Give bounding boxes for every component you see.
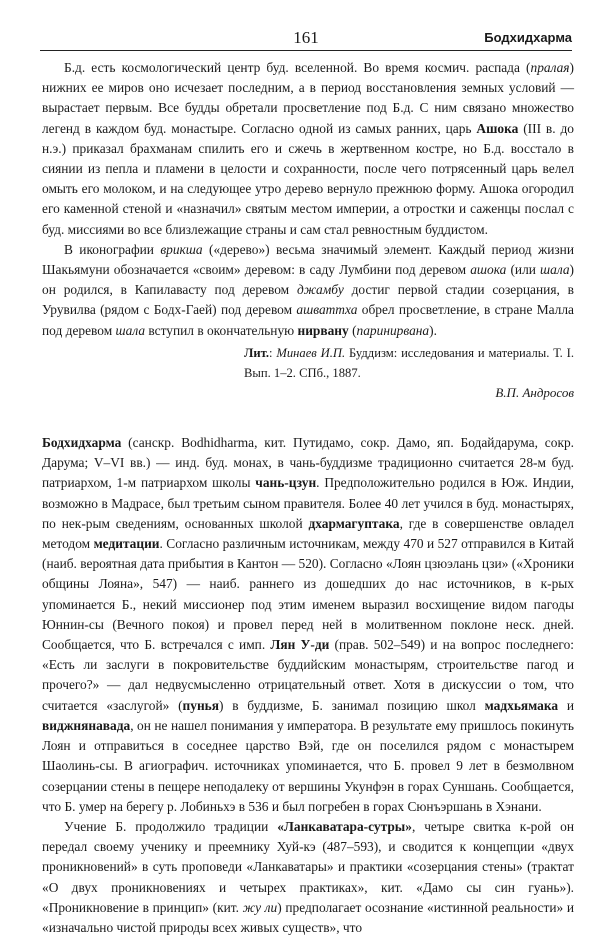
text-run: Буддизм: исследования и материалы. Т. I. Вып. 1–2. СПб., 1887. [244, 345, 574, 380]
text-run: ( [348, 322, 357, 338]
text-run: ) предполагает осознание «истинной реальности» и «изначально чистой природы всех живых существ», что [42, 899, 575, 935]
text-run: . Предположительно родился в Юж. Индии, возможно в Мадрасе, был третьим сыном правителя. Более 40 лет учился в буд. монастырях, по нек-рым сведениям, основанных школой [42, 475, 574, 531]
text-run: (III в. до н.э.) приказал брахманам спилить его и сжечь в жертвенном костре, но Б.д. восстало в сиянии из пепла и пламени в целости и сохранности, после чего потрясенный царь велел омыть его молоком, и на следующее утро дерево вернуло прежнюю форму. Ашока огородил его каменной стеной и «назначил» святым местом империи, а отростки и саженцы послал с буд. миссиями во все близлежащие страны и сам стал ревностным буддистом. [42, 120, 574, 237]
text-run: Учение Б. продолжило традиции [64, 818, 278, 834]
term-italic: джамбу [296, 282, 344, 298]
text-run: . Согласно различным источникам, между 470 и 527 отправился в Китай (наиб. вероятная дата прибытия в Кантон — 520). Согласно «Лоян цзюэлань цзи» («Хроники общины Лояна», 547) — наиб. раннего из дошедших до нас источников, в к-рых упоминается Б., некий миссионер под этим именем выразил восхищение видом пагоды Юннин-сы (Вечного покоя) и провел перед ней в молитвенном поклоне неск. дней. Сообщается, что Б. встречался с имп. [42, 536, 574, 653]
header-rule [40, 50, 572, 51]
tree-article-paragraph-1 [42, 58, 574, 240]
text-run: : [269, 345, 277, 360]
term-italic: пралая [530, 60, 570, 75]
page-body [42, 58, 574, 938]
text-run: Б.д. есть космологический центр буд. вселенной. Во время космич. распада ( [64, 60, 531, 75]
cross-reference-term: Лян У-ди [270, 637, 330, 653]
text-run: ) нижних ее миров оно исчезает последним, а в период восстановления земных условий — вырастает первым. Все будды обретали просветление под Б.д. С ним связано множество легенд в каждом буд. монастыре. Согласно одной из самых ранних, царь [42, 60, 574, 136]
cross-reference-term: дхармагуптака [308, 515, 400, 531]
term-italic: ашваттха [296, 302, 358, 318]
term-italic: паринирвана [356, 322, 430, 338]
text-run: ) он родился, в Капилавасту под деревом [42, 262, 574, 298]
text-run: , четыре свитка к-рой он передал своему ученику и преемнику Хуй-кэ (487–593), и сводится к концепции «двух проникновений» в суть проповеди «Ланкаватары» и практики «созерцания стены» (трактат «О двух проникновениях и четырех практиках», кит. «Дамо сы син гуань»). «Проникновение в принцип» (кит. [42, 818, 574, 915]
author-signature: В.П. Андросов [495, 384, 574, 400]
term-italic: жу ли [242, 899, 278, 915]
entry-headword: Бодхидхарма [42, 435, 122, 451]
cross-reference-term: «Ланкаватара-сутры» [277, 818, 412, 834]
text-run: достиг первой стадии созерцания, в Урувилва (рядом с Бодх-Гаей) под деревом [42, 282, 574, 318]
page-header [40, 28, 572, 48]
text-run: ) в буддизме, Б. занимал позицию школ [219, 697, 485, 713]
cross-reference-term: пунья [182, 697, 219, 713]
text-run: , где в совершенстве овладел методом [42, 515, 574, 552]
text-run: , он не нашел понимания у императора. В результате ему пришлось покинуть Лоян и отправиться в соседнее царство Вэй, где он поселился рядом с монастырем Шаолинь-сы. В агиографич. источниках упоминается, что Б. провел 9 лет в безмолвном созерцании стены в пещере неподалеку от вершины Укунфэн в горах Суншань. Сообщается, что Б. умер на берегу р. Лобиньхэ в 536 и был погребен в горах Сюнъэршань в Хэнани. [42, 717, 574, 814]
bodhidharma-entry-paragraph-2 [42, 817, 574, 938]
text-run: вступил в окончательную [145, 322, 298, 338]
literature-reference [244, 343, 574, 383]
text-run: (или [506, 262, 541, 278]
cross-reference-term: чань-цзун [255, 475, 317, 491]
cross-reference-term: виджнянавада [42, 717, 131, 733]
page-number: 161 [293, 28, 319, 47]
text-run: (санскр. Bodhidharma, кит. Путидамо, сокр. Дамо, яп. Бодайдарума, сокр. Дарума; V–VI вв.) — инд. буд. монах, в чань-буддизме традиционно считается 28-м буд. патриархом, 1-м патриархом школы [42, 435, 574, 491]
term-italic: ашока [470, 262, 507, 278]
cross-reference-term: Ашока [476, 120, 519, 136]
text-run: (прав. 502–549) и на вопрос последнего: «Есть ли заслуги в покровительстве буддийским монастырям, строительстве пагод и прочего?» — дал недвусмысленно отрицательный ответ. Хотя в дискуссии о том, что считается «заслугой» ( [42, 637, 575, 713]
running-head: Бодхидхарма [484, 30, 572, 45]
bodhidharma-entry-paragraph-1 [42, 433, 574, 817]
cross-reference-term: мадхьямака [484, 697, 559, 713]
literature-label: Лит. [244, 345, 270, 360]
term-italic: врикша [160, 241, 203, 257]
term-italic: шала [540, 262, 570, 278]
literature-author: Минаев И.П. [276, 345, 346, 360]
text-run: и [558, 697, 575, 713]
text-run: ). [429, 322, 437, 338]
text-run: В иконографии [64, 241, 161, 257]
text-run: обрел просветление, в стране Малла под деревом [42, 302, 574, 338]
tree-article-paragraph-2 [42, 240, 574, 341]
text-run: («дерево») весьма значимый элемент. Каждый период жизни Шакьямуни обозначается «своим» деревом: в саду Лумбини под деревом [42, 241, 574, 278]
cross-reference-term: нирвану [297, 322, 349, 338]
term-italic: шала [115, 322, 146, 338]
cross-reference-term: медитации [93, 536, 160, 552]
